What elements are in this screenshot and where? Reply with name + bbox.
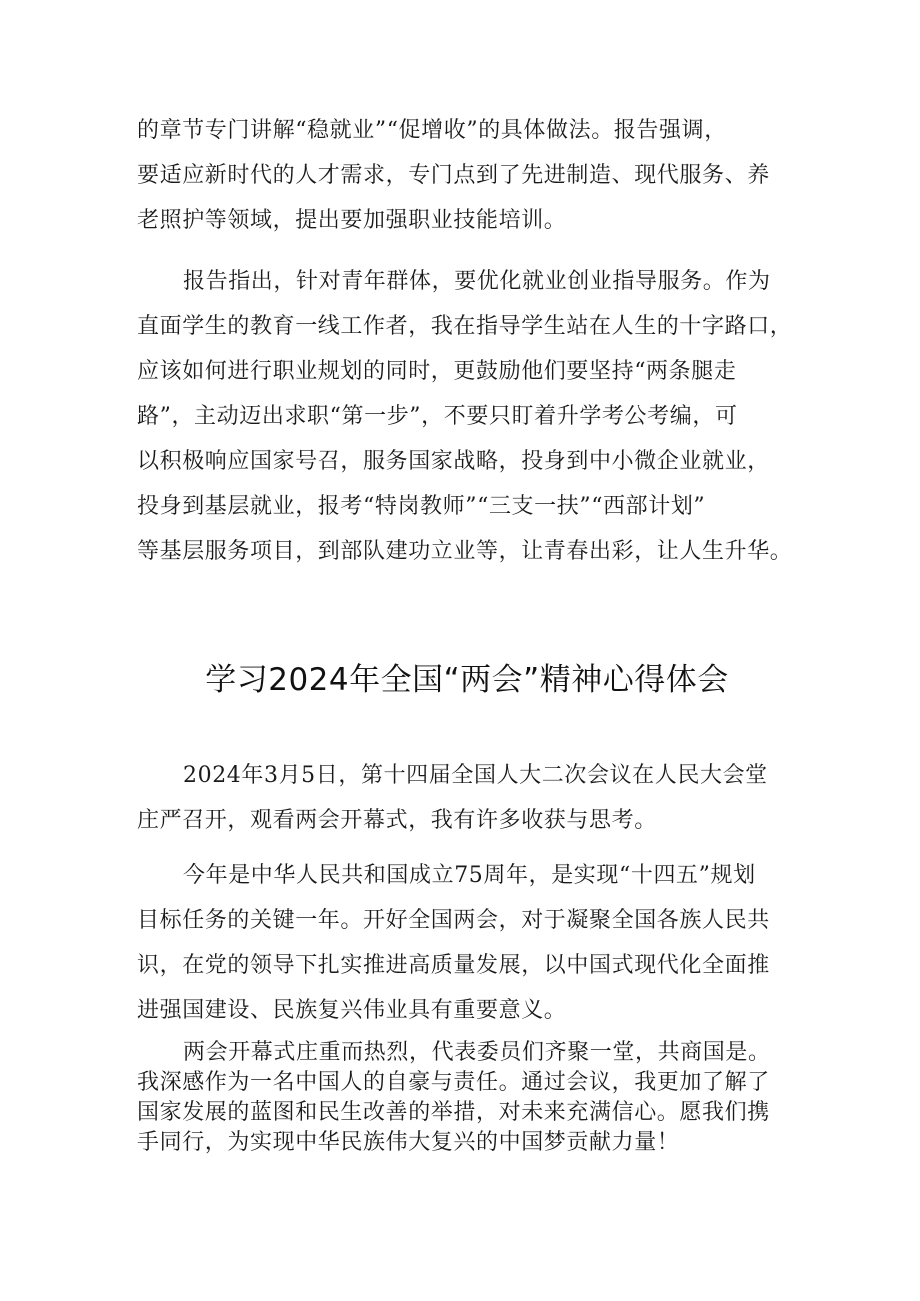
text-line: 目标任务的关键一年。开好全国两会，对于凝聚全国各族人民共: [137, 908, 770, 933]
text-line: 庄严召开，观看两会开幕式，我有许多收获与思考。: [137, 808, 657, 833]
text-line: 两会开幕式庄重而热烈，代表委员们齐聚一堂，共商国是。: [183, 1040, 771, 1065]
text-line: 手同行，为实现中华民族伟大复兴的中国梦贡献力量！: [137, 1130, 680, 1155]
text-line: 2024年3月5日，第十四届全国人大二次会议在人民大会堂: [183, 763, 768, 788]
text-line: 投身到基层就业，报考“特岗教师”“三支一扶”“西部计划”: [137, 494, 706, 519]
paragraph-opening-session: [137, 753, 768, 843]
text-line: 的章节专门讲解“稳就业”“促增收”的具体做法。报告强调，: [137, 118, 727, 143]
paragraph-conclusion: [137, 1038, 771, 1158]
text-line: 识，在党的领导下扎实推进高质量发展，以中国式现代化全面推: [137, 953, 770, 978]
text-line: 报告指出，针对青年群体，要优化就业创业指导服务。作为: [183, 269, 771, 294]
text-line: 要适应新时代的人才需求，专门点到了先进制造、现代服务、养: [137, 163, 770, 188]
paragraph-youth-guidance: [137, 259, 792, 574]
text-line: 等基层服务项目，到部队建功立业等，让青春出彩，让人生升华。: [137, 539, 793, 564]
text-line: 以积极响应国家号召，服务国家战略，投身到中小微企业就业，: [137, 449, 770, 474]
text-line: 国家发展的蓝图和民生改善的举措，对未来充满信心。愿我们携: [137, 1100, 770, 1125]
section-title: 学习2024年全国“两会”精神心得体会: [205, 662, 729, 698]
text-line: 老照护等领域，提出要加强职业技能培训。: [137, 208, 567, 233]
text-line: 进强国建设、民族复兴伟业具有重要意义。: [137, 998, 567, 1023]
paragraph-anniversary: [137, 853, 770, 1033]
text-line: 应该如何进行职业规划的同时，更鼓励他们要坚持“两条腿走: [137, 359, 737, 384]
text-line: 今年是中华人民共和国成立75周年，是实现“十四五”规划: [183, 863, 756, 888]
paragraph-employment-report: [137, 108, 770, 243]
text-line: 我深感作为一名中国人的自豪与责任。通过会议，我更加了解了: [137, 1070, 770, 1095]
text-line: 路”，主动迈出求职“第一步”，不要只盯着升学考公考编，可: [137, 404, 738, 429]
text-line: 直面学生的教育一线工作者，我在指导学生站在人生的十字路口，: [137, 314, 793, 339]
